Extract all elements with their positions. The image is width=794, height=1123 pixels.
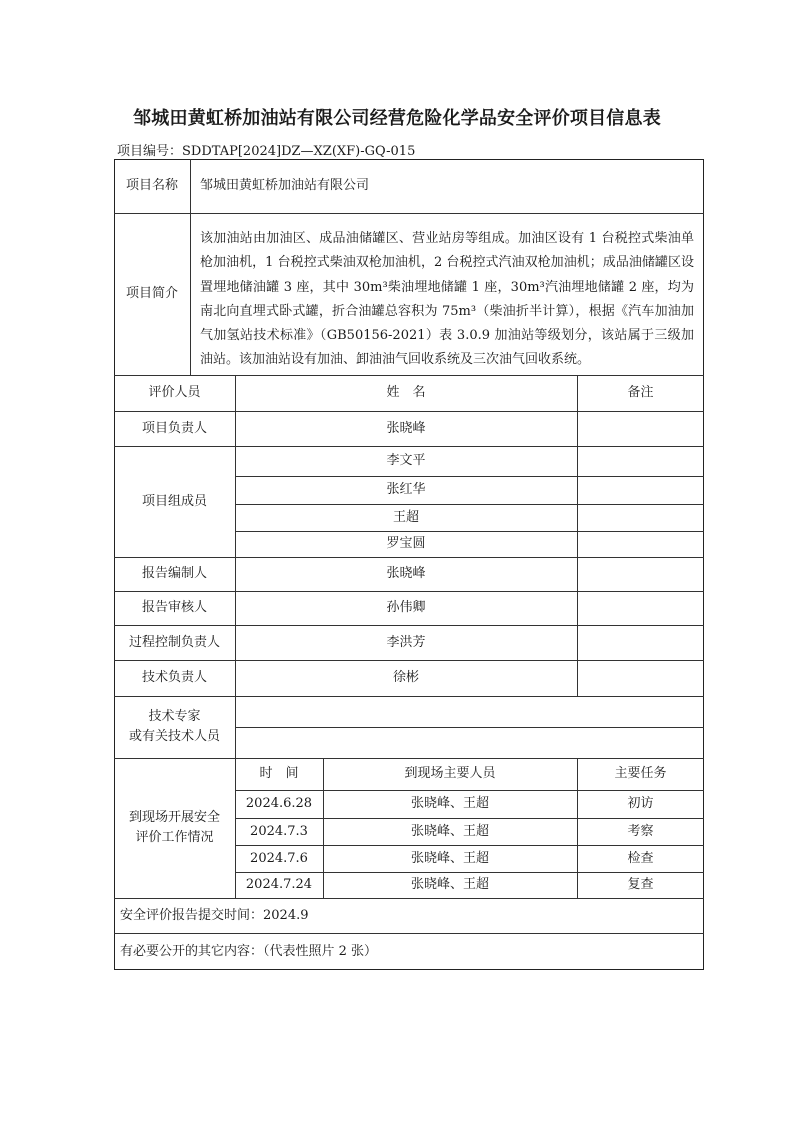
onsite-task: 初访 [627,796,654,811]
member-name: 罗宝圆 [386,536,426,551]
members-role: 项目组成员 [141,493,207,509]
experts-role [114,696,235,758]
page-title: 邹城田黄虹桥加油站有限公司经营危险化学品安全评价项目信息表 [133,108,661,129]
compiler-name: 张晓峰 [386,566,426,581]
project-intro-text: 该加油站由加油区、成品油储罐区、营业站房等组成。加油区设有 1 台税控式柴油单枪加油机，1 台税控式柴油双枪加油机，2 台税控式汽油双枪加油机；成品油储罐区设置埋地储油罐 3 座，其中 30m³柴油埋地储罐 1 座，30m³汽油埋地储罐 2 座，均为南北向直埋式卧式罐，折合油罐总容积为 75m³（柴油折半计算），根据《汽车加油加气加氢站技术标准》（GB50156-2021）表 3.0.9 加油站等级划分，该站属于三级加油站。该加油站设有加油、卸油油气回收系统及三次油气回收系统。 [200,231,694,368]
onsite-label-line1: 到现场开展安全 [128,810,220,825]
project-name-label: 项目名称 [125,178,178,193]
project-number: 项目编号：SDDTAP[2024]DZ—XZ(XF)-GQ-015 [117,144,416,159]
other-public-content: 有必要公开的其它内容：（代表性照片 2 张） [120,943,378,959]
col-divider [190,159,191,375]
leader-name: 张晓峰 [386,420,426,436]
project-intro-label: 项目简介 [125,286,178,301]
process-control-name: 李洪芳 [386,634,426,650]
onsite-time-header: 时 间 [259,766,299,781]
onsite-time: 2024.6.28 [245,796,313,811]
onsite-people: 张晓峰、王超 [410,823,489,839]
onsite-label-line2: 评价工作情况 [135,830,214,845]
onsite-time: 2024.7.6 [250,850,308,866]
tech-lead-role: 技术负责人 [141,670,207,685]
onsite-label [114,758,235,898]
reviewer-name: 孙伟卿 [386,600,426,615]
experts-role-line1: 技术专家 [148,709,201,724]
onsite-people: 张晓峰、王超 [410,850,489,866]
row-divider [235,727,704,728]
staff-note-header: 备注 [627,385,654,400]
project-name-value: 邹城田黄虹桥加油站有限公司 [200,178,370,193]
onsite-time: 2024.7.3 [250,823,308,839]
tech-lead-name: 徐彬 [392,670,419,685]
row-divider [114,213,704,214]
process-control-role: 过程控制负责人 [128,634,220,650]
member-name: 张红华 [386,482,426,497]
member-name: 李文平 [386,453,426,468]
col-divider [577,375,578,696]
onsite-time: 2024.7.24 [245,877,313,892]
onsite-task-header: 主要任务 [614,766,667,781]
onsite-task: 考察 [627,823,654,839]
reviewer-role: 报告审核人 [141,600,207,615]
experts-role-line2: 或有关技术人员 [128,729,220,744]
staff-role-header: 评价人员 [148,385,201,400]
submit-time: 安全评价报告提交时间：2024.9 [120,907,309,923]
compiler-role: 报告编制人 [141,566,207,581]
onsite-people: 张晓峰、王超 [410,796,489,811]
onsite-people: 张晓峰、王超 [410,877,489,892]
onsite-people-header: 到现场主要人员 [404,766,496,781]
leader-role: 项目负责人 [141,420,207,436]
onsite-task: 检查 [627,850,654,866]
staff-name-header: 姓 名 [386,385,426,400]
member-name: 王超 [392,509,419,525]
onsite-task: 复查 [627,877,654,892]
